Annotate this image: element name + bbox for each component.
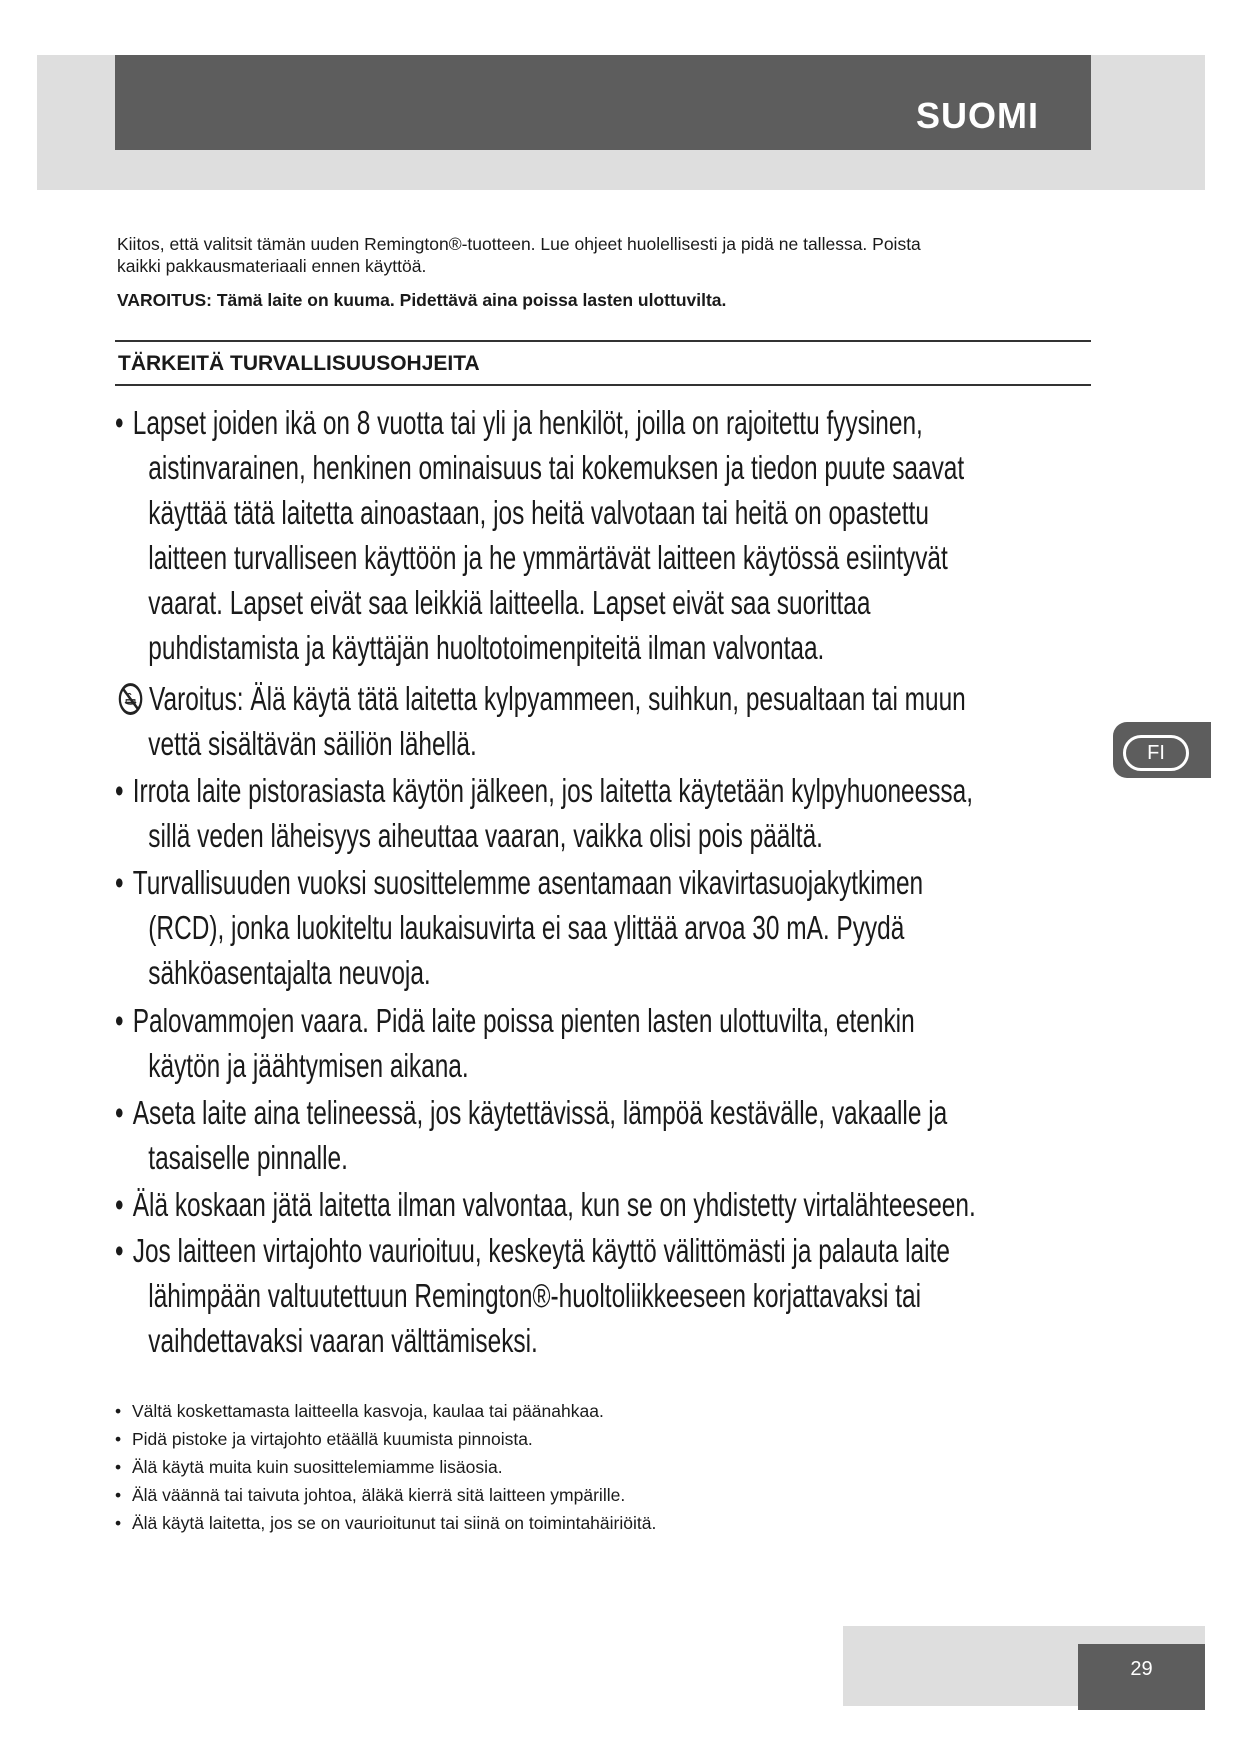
safety-item-line [115, 445, 1125, 490]
safety-item-line [115, 1135, 1125, 1180]
safety-item-line [115, 768, 1110, 813]
no-bath-warning-icon [114, 682, 148, 716]
safety-item-line [115, 676, 1126, 721]
bullet: • [115, 864, 124, 901]
safety-item [115, 998, 1100, 1088]
safety-item-line [115, 950, 1125, 995]
safety-item-text: vettä sisältävän säiliön lähellä. [148, 725, 477, 762]
safety-item-line [115, 1182, 1110, 1227]
section-title: TÄRKEITÄ TURVALLISUUSOHJEITA [118, 352, 480, 375]
safety-item-line [115, 860, 1110, 905]
intro-line-1: Kiitos, että valitsit tämän uuden Remington®-tuotteen. Lue ohjeet huolellisesti ja pidä ne tallessa. Poista [117, 234, 921, 254]
safety-item-text: vaihdettavaksi vaaran välttämiseksi. [148, 1322, 538, 1359]
safety-item-text: lähimpään valtuutettuun Remington®-huoltoliikkeeseen korjattavaksi tai [148, 1277, 922, 1314]
list-item: • Vältä koskettamasta laitteella kasvoja, kaulaa tai päänahkaa. [115, 1401, 604, 1421]
safety-item-text: vaarat. Lapset eivät saa leikkiä laitteella. Lapset eivät saa suorittaa [148, 584, 871, 621]
safety-item-text: puhdistamista ja käyttäjän huoltotoimenpiteitä ilman valvontaa. [148, 629, 825, 666]
safety-item-line [115, 1228, 1110, 1273]
safety-item-line [115, 813, 1125, 858]
safety-item-line [115, 400, 1110, 445]
safety-item-text: Turvallisuuden vuoksi suosittelemme asentamaan vikavirtasuojakytkimen [132, 864, 924, 901]
intro-line-2: kaikki pakkausmateriaali ennen käyttöä. [117, 256, 427, 276]
safety-item-text: sillä veden läheisyys aiheuttaa vaaran, vaikka olisi pois päältä. [148, 817, 823, 854]
safety-item-text: tasaiselle pinnalle. [148, 1139, 348, 1176]
safety-item-text: laitteen turvalliseen käyttöön ja he ymmärtävät laitteen käytössä esiintyvät [148, 539, 948, 576]
safety-item [115, 400, 1100, 670]
safety-item-text: (RCD), jonka luokiteltu laukaisuvirta ei saa ylittää arvoa 30 mA. Pyydä [148, 909, 905, 946]
intro-text [117, 233, 1057, 277]
hot-warning: VAROITUS: Tämä laite on kuuma. Pidettävä aina poissa lasten ulottuvilta. [117, 290, 727, 310]
safety-item-line [115, 1090, 1110, 1135]
safety-item-text: Älä koskaan jätä laitetta ilman valvontaa, kun se on yhdistetty virtalähteeseen. [132, 1186, 976, 1223]
header-bar [115, 55, 1091, 150]
safety-item-line [115, 580, 1125, 625]
safety-item-line [115, 490, 1125, 535]
safety-item [115, 768, 1100, 858]
bullet: • [115, 1002, 124, 1039]
safety-item-text: sähköasentajalta neuvoja. [148, 954, 431, 991]
safety-item [115, 1182, 1100, 1227]
safety-item-line [115, 535, 1125, 580]
safety-item-text: Jos laitteen virtajohto vaurioituu, keskeytä käyttö välittömästi ja palauta laite [132, 1232, 950, 1269]
safety-item-text: Lapset joiden ikä on 8 vuotta tai yli ja henkilöt, joilla on rajoitettu fyysinen, [132, 404, 923, 441]
small-safety-list [115, 1397, 1015, 1537]
list-item: • Älä väännä tai taivuta johtoa, äläkä kierrä sitä laitteen ympärille. [115, 1485, 626, 1505]
section-header [115, 340, 1091, 386]
page-title: SUOMI [915, 95, 1039, 136]
safety-item-line [115, 625, 1125, 670]
safety-item-line [115, 905, 1125, 950]
safety-item-line [115, 1273, 1125, 1318]
safety-item-text: käyttää tätä laitetta ainoastaan, jos heitä valvotaan tai heitä on opastettu [148, 494, 929, 531]
safety-item [115, 1090, 1100, 1180]
safety-item-text: käytön ja jäähtymisen aikana. [148, 1047, 469, 1084]
page-number: 29 [1130, 1658, 1153, 1680]
bullet: • [115, 1094, 124, 1131]
list-item: • Älä käytä laitetta, jos se on vaurioitunut tai siinä on toimintahäiriöitä. [115, 1513, 657, 1533]
language-tab-label: FI [1123, 735, 1189, 771]
safety-item-line [115, 998, 1110, 1043]
safety-item-text: Varoitus: Älä käytä tätä laitetta kylpyammeen, suihkun, pesualtaan tai muun [149, 680, 966, 717]
bullet: • [115, 404, 124, 441]
safety-item-line [115, 721, 1125, 766]
list-item: • Älä käytä muita kuin suosittelemiamme lisäosia. [115, 1457, 503, 1477]
list-item: • Pidä pistoke ja virtajohto etäällä kuumista pinnoista. [115, 1429, 533, 1449]
safety-item [115, 676, 1100, 766]
safety-item-text: Aseta laite aina telineessä, jos käytettävissä, lämpöä kestävälle, vakaalle ja [132, 1094, 948, 1131]
bullet: • [115, 1186, 124, 1223]
safety-item [115, 860, 1100, 995]
safety-item-text: Palovammojen vaara. Pidä laite poissa pienten lasten ulottuvilta, etenkin [132, 1002, 915, 1039]
safety-item-text: Irrota laite pistorasiasta käytön jälkeen, jos laitetta käytetään kylpyhuoneessa, [132, 772, 974, 809]
safety-item-line [115, 1318, 1125, 1363]
bullet: • [115, 772, 124, 809]
language-tab [1113, 722, 1211, 778]
bullet: • [115, 1232, 124, 1269]
safety-item-line [115, 1043, 1125, 1088]
safety-item [115, 1228, 1100, 1363]
safety-item-text: aistinvarainen, henkinen ominaisuus tai kokemuksen ja tiedon puute saavat [148, 449, 965, 486]
page-number-box [1078, 1644, 1205, 1710]
